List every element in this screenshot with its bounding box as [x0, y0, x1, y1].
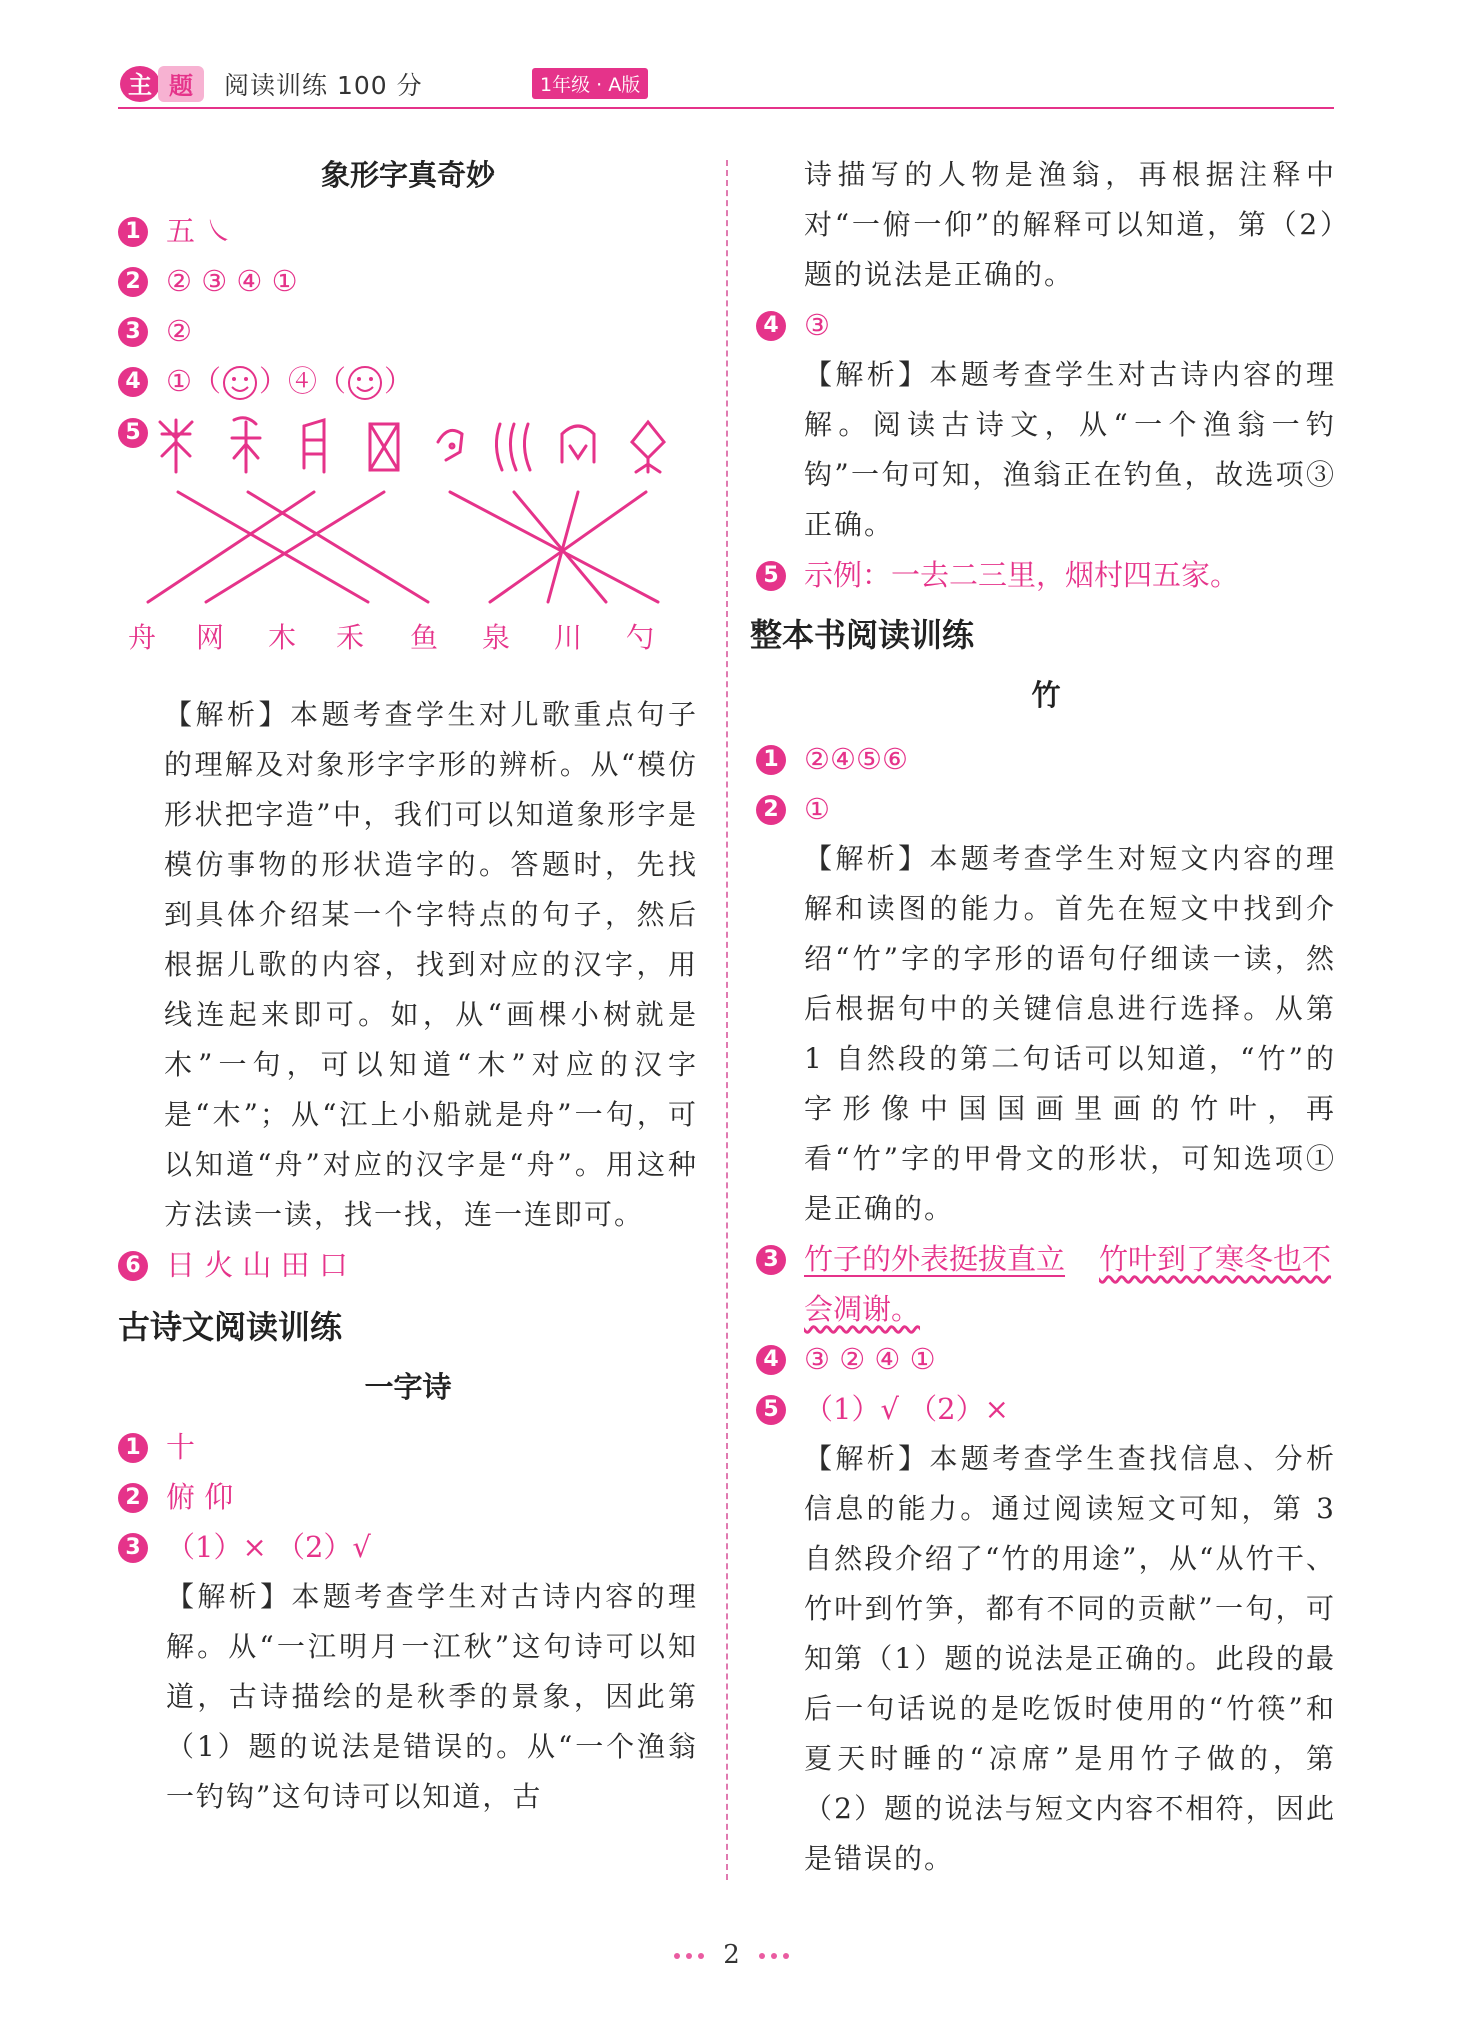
poem-answer-1 — [118, 1422, 698, 1472]
char-yu: 鱼 — [410, 621, 439, 654]
decor-dot — [674, 1953, 680, 1959]
char-wang: 网 — [196, 621, 225, 654]
answer-text: 日 火 山 田 口 — [166, 1248, 348, 1282]
question-number-5: 5 — [118, 418, 148, 448]
underlined-answer: 竹子的外表挺拔直立 — [804, 1242, 1066, 1276]
pictograph-wang-icon — [370, 424, 398, 470]
char-shao: 勺 — [626, 621, 655, 654]
question-number-2: 2 — [118, 1483, 148, 1513]
answer-text: （1）× （2）√ — [166, 1530, 371, 1564]
question-number-3: 3 — [756, 1245, 786, 1275]
book-answer-5 — [756, 1384, 1336, 1434]
decor-dot — [783, 1953, 789, 1959]
pictograph-zhou-icon — [304, 420, 324, 472]
book-answer-4 — [756, 1334, 1336, 1384]
poem-explanation-3-continued: 诗描写的人物是渔翁，再根据注释中对“一俯一仰”的解释可以知道，第（2）题的说法是正确的。 — [804, 158, 1336, 291]
poem-answer-2 — [118, 1472, 698, 1522]
answer-text: ①（ — [166, 364, 221, 398]
section-heading: 古诗文阅读训练 — [118, 1308, 343, 1346]
question-number-1: 1 — [118, 1433, 148, 1463]
question-number-5: 5 — [756, 561, 786, 591]
answer-text: ）④（ — [259, 364, 347, 398]
pictograph-matching — [118, 412, 698, 622]
question-number-3: 3 — [118, 1533, 148, 1563]
page-number: 2 — [723, 1940, 740, 1970]
poem-title: 一字诗 — [364, 1370, 452, 1404]
topic-badge-icon — [118, 64, 208, 104]
question-number-6: 6 — [118, 1251, 148, 1281]
header-rule — [118, 107, 1334, 109]
question-number-4: 4 — [756, 311, 786, 341]
book-answer-3 — [756, 1234, 1336, 1334]
passage-title: 竹 — [1031, 678, 1061, 712]
pictograph-he-icon — [232, 418, 260, 472]
column-divider — [726, 160, 728, 1880]
right-column — [750, 150, 1336, 1884]
question-number-2: 2 — [118, 267, 148, 297]
book-answer-2 — [756, 784, 1336, 834]
answer-text: （1）√ （2）× — [804, 1392, 1009, 1426]
answer-6 — [118, 1240, 698, 1290]
poem-answer-4 — [756, 300, 1336, 350]
poem-answer-3 — [118, 1522, 698, 1572]
smiley-icon — [346, 364, 384, 402]
char-he: 禾 — [336, 621, 365, 654]
pictograph-chuan-icon — [496, 424, 530, 470]
decor-dot — [759, 1953, 765, 1959]
answer-text: ③ — [804, 308, 830, 342]
answer-text: ③ ② ④ ① — [804, 1342, 936, 1376]
smiley-icon — [221, 364, 259, 402]
book-title: 阅读训练 100 分 — [224, 71, 423, 100]
section-title: 象形字真奇妙 — [320, 158, 495, 192]
answer-text: ② — [166, 314, 192, 348]
answer-text: 示例：一去二三里，烟村四五家。 — [804, 558, 1240, 592]
char-quan: 泉 — [482, 621, 511, 654]
svg-text:题: 题 — [169, 72, 193, 100]
wavy-underlined-answer: 竹叶到了寒冬也不会凋谢。 — [804, 1242, 1332, 1326]
pictograph-yu-icon — [632, 422, 664, 472]
section-heading: 整本书阅读训练 — [750, 616, 975, 654]
answer-text: ① — [804, 792, 830, 826]
char-zhou: 舟 — [128, 621, 157, 654]
answer-text: ② ③ ④ ① — [166, 264, 298, 298]
pictograph-mu-icon — [160, 420, 192, 472]
decor-dot — [698, 1953, 704, 1959]
page-header — [118, 60, 1334, 108]
decor-dot — [686, 1953, 692, 1959]
poem-explanation-4: 【解析】本题考查学生对古诗内容的理解。阅读古诗文，从“一个渔翁一钓钩”一句可知，渔翁正在钓鱼，故选项③正确。 — [804, 358, 1336, 541]
answer-text: 俯 仰 — [166, 1480, 234, 1514]
explanation-5: 【解析】本题考查学生对儿歌重点句子的理解及对象形字字形的辨析。从“模仿形状把字造”中，我们可以知道象形字是模仿事物的形状造字的。答题时，先找到具体介绍某一个字特点的句子，然后根据儿歌的内容，找到对应的汉字，用线连起来即可。如，从“画棵小树就是木”一句，可以知道“木”对应的汉字是“木”；从“江上小船就是舟”一句，可以知道“舟”对应的汉字是“舟”。用这种方法读一读，找一找，连一连即可。 — [164, 698, 698, 1231]
svg-text:主: 主 — [128, 71, 152, 99]
char-chuan: 川 — [554, 621, 583, 654]
left-column — [118, 150, 698, 1822]
matching-characters — [118, 616, 698, 666]
poem-answer-5 — [756, 550, 1336, 600]
answer-3 — [118, 306, 698, 356]
question-number-4: 4 — [756, 1345, 786, 1375]
book-answer-1 — [756, 734, 1336, 784]
poem-explanation-3: 【解析】本题考查学生对古诗内容的理解。从“一江明月一江秋”这句诗可以知道，古诗描绘的是秋季的景象，因此第（1）题的说法是错误的。从“一个渔翁一钓钩”这句诗可以知道，古 — [166, 1580, 698, 1813]
answer-text: ） — [384, 364, 414, 398]
answer-text: 五 ㇏ — [166, 214, 234, 248]
question-number-3: 3 — [118, 317, 148, 347]
char-mu: 木 — [268, 621, 297, 654]
page-footer — [0, 1940, 1463, 1970]
answer-2 — [118, 256, 698, 306]
question-number-5: 5 — [756, 1395, 786, 1425]
answer-text: ②④⑤⑥ — [804, 742, 908, 776]
answer-text: 十 — [166, 1430, 196, 1464]
answer-1 — [118, 206, 698, 256]
question-number-1: 1 — [756, 745, 786, 775]
pictograph-shao-icon — [438, 430, 462, 460]
question-number-2: 2 — [756, 795, 786, 825]
decor-dot — [771, 1953, 777, 1959]
question-number-1: 1 — [118, 217, 148, 247]
question-number-4: 4 — [118, 367, 148, 397]
answer-4 — [118, 356, 698, 406]
pictograph-matching-diagram — [118, 412, 698, 622]
pictograph-quan-icon — [562, 426, 594, 462]
book-explanation-5: 【解析】本题考查学生查找信息、分析信息的能力。通过阅读短文可知，第 3 自然段介绍了“竹的用途”，从“从竹干、竹叶到竹笋，都有不同的贡献”一句，可知第（1）题的说法是正确的。此段的最后一句话说的是吃饭时使用的“竹筷”和夏天时睡的“凉席”是用竹子做的，第（2）题的说法与短文内容不相符，因此是错误的。 — [804, 1442, 1336, 1875]
book-explanation-2: 【解析】本题考查学生对短文内容的理解和读图的能力。首先在短文中找到介绍“竹”字的字形的语句仔细读一读，然后根据句中的关键信息进行选择。从第 1 自然段的第二句话可以知道，“竹”的字形像中国国画里画的竹叶，再看“竹”字的甲骨文的形状，可知选项①是正确的。 — [804, 842, 1336, 1225]
grade-badge: 1年级 · A版 — [532, 68, 648, 99]
